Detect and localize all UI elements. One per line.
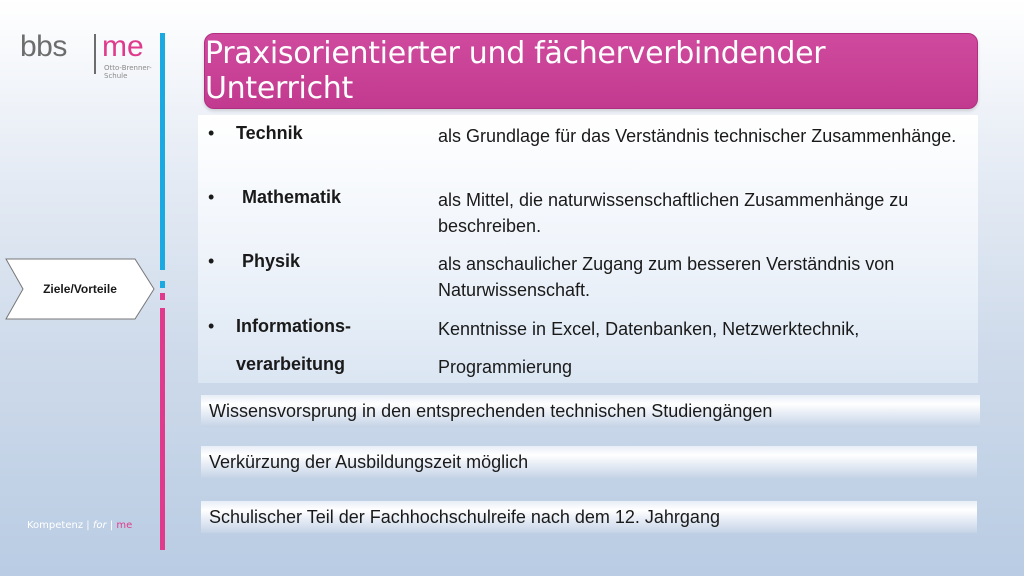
subject-description: als Grundlage für das Verständnis technischer Zusammenhänge.	[438, 126, 957, 146]
subject-description: als Mittel, die naturwissenschaftlichen Zusammenhänge zu beschreiben.	[438, 190, 909, 236]
footer-pipe: |	[109, 520, 114, 531]
subjects-panel	[198, 115, 978, 383]
bullet: •	[208, 316, 215, 336]
logo-me-text: me	[102, 30, 144, 63]
logo-separator	[94, 34, 96, 74]
accent-bar-pink	[160, 308, 165, 550]
advantage-bar-1: Wissensvorsprung in den entsprechenden technischen Studiengängen	[201, 395, 980, 427]
logo-bbs-text: bbs	[20, 30, 67, 63]
subject-description: als anschaulicher Zugang zum besseren Verständnis von Naturwissenschaft.	[438, 254, 895, 300]
accent-bar-blue	[160, 33, 165, 270]
footer-tagline	[27, 520, 132, 531]
bullet: •	[208, 187, 215, 207]
school-logo	[20, 30, 170, 80]
subject-description-continued: Programmierung	[438, 357, 573, 377]
nav-arrow-label: Ziele/Vorteile	[43, 282, 117, 296]
accent-bar-pink-short	[160, 293, 165, 300]
subject-term: Mathematik	[242, 187, 342, 207]
accent-bar-blue-short	[160, 281, 165, 288]
bullet: •	[208, 123, 215, 143]
subject-term: Physik	[242, 251, 301, 271]
footer-pipe: |	[86, 520, 90, 531]
title-banner	[204, 33, 978, 109]
page-title: Praxisorientierter und fächerverbindender Unterricht	[205, 36, 826, 106]
footer-kompetenz: Kompetenz	[27, 520, 84, 531]
subject-description: Kenntnisse in Excel, Datenbanken, Netzwerktechnik,	[438, 319, 860, 339]
bullet: •	[208, 251, 215, 271]
footer-me: me	[116, 520, 133, 531]
subject-term: Informations-	[236, 316, 351, 336]
logo-subtitle: Otto-Brenner-Schule	[104, 64, 152, 80]
advantage-bar-2: Verkürzung der Ausbildungszeit möglich	[201, 446, 977, 478]
subject-term-continued: verarbeitung	[236, 354, 346, 374]
footer-for: for	[92, 520, 107, 531]
advantage-bar-3: Schulischer Teil der Fachhochschulreife nach dem 12. Jahrgang	[201, 501, 977, 533]
subject-term: Technik	[236, 123, 303, 143]
nav-arrow-ziele-vorteile[interactable]	[5, 258, 155, 320]
